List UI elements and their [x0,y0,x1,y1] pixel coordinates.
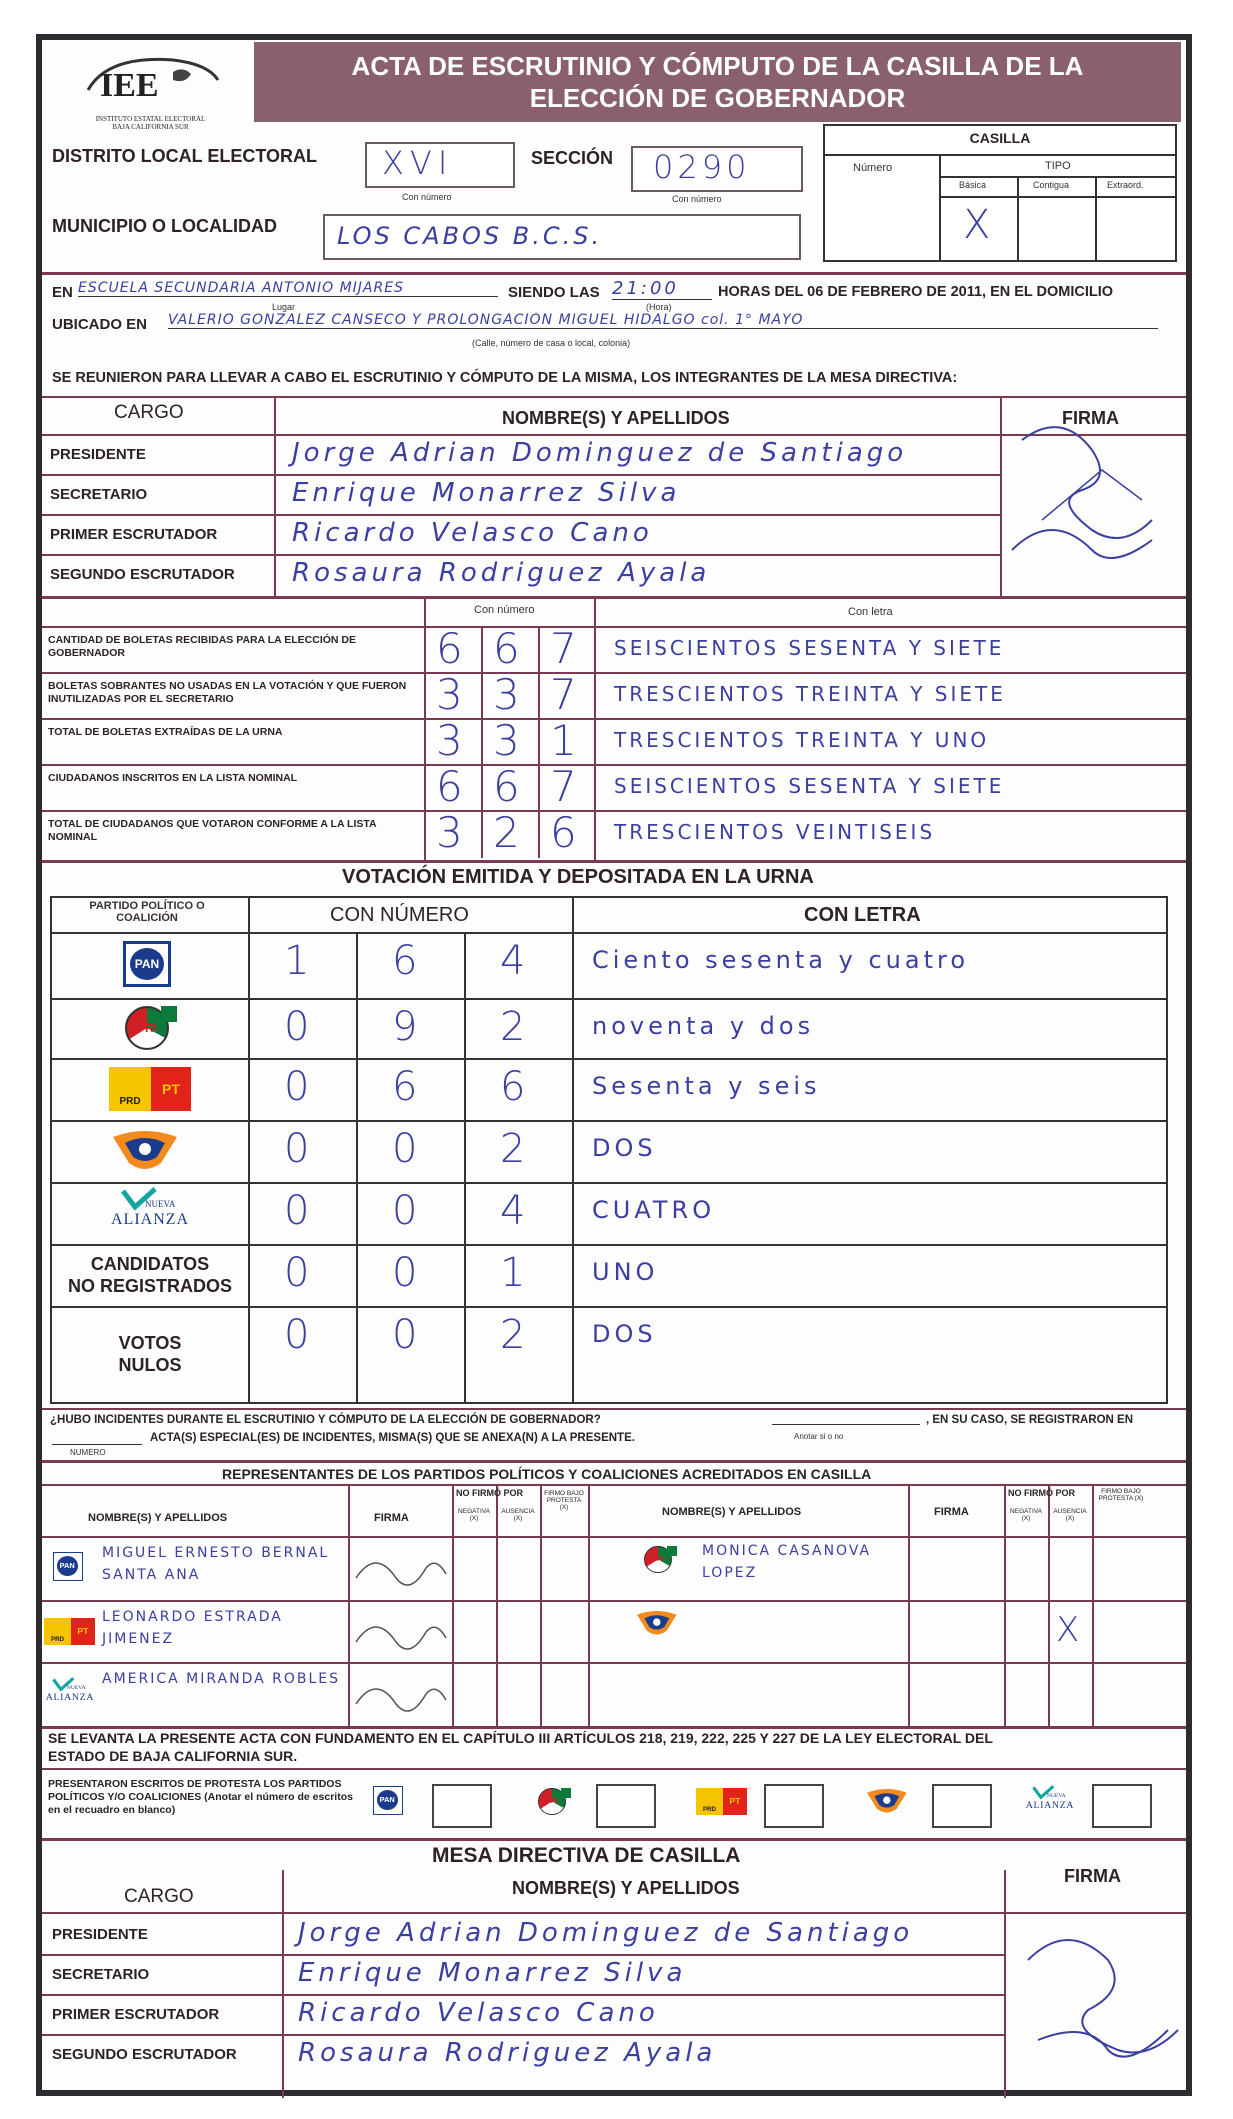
vot-digit: 0 [284,1126,310,1172]
prd-logo: PRD [109,1067,151,1111]
prd-pt-logo [42,1614,98,1649]
logo-subtitle-2: BAJA CALIFORNIA SUR [112,123,189,131]
row-divider [42,474,1000,476]
en-label: EN [52,284,73,301]
digit-divider [481,810,483,858]
en-value: ESCUELA SECUNDARIA ANTONIO MIJARES [78,280,498,297]
col-partido-label: PARTIDO POLÍTICO O COALICIÓN [89,900,205,924]
rep-left-signature [350,1544,450,1594]
boletas-letra: TRESCIENTOS TREINTA Y SIETE [614,682,1006,706]
col-numero-label: CON NÚMERO [330,904,469,926]
digit-divider [356,998,358,1058]
col-divider [496,1486,498,1726]
vot-digit: 2 [500,1126,526,1172]
protesta-count-box[interactable] [432,1784,492,1828]
protesta-count-box[interactable] [1092,1784,1152,1828]
incidentes-question: ¿HUBO INCIDENTES DURANTE EL ESCRUTINIO Y CÓMPUTO DE LA ELECCIÓN DE GOBERNADOR? [50,1414,601,1426]
seccion-value: 0290 [653,148,751,186]
municipio-value: LOS CABOS B.C.S. [337,222,603,250]
incidentes-line2: ACTA(S) ESPECIAL(ES) DE INCIDENTES, MISMA(S) QUE SE ANEXA(N) A LA PRESENTE. [150,1432,635,1444]
nueva-alianza-alianza: ALIANZA [1025,1800,1075,1812]
rep-left-bajo-protesta: FIRMO BAJO PROTESTA (X) [544,1490,584,1511]
rep-left-no-firmo: NO FIRMÓ POR [456,1488,523,1498]
firma-header: FIRMA [1062,408,1119,428]
boletas-label: CIUDADANOS INSCRITOS EN LA LISTA NOMINAL [48,772,298,784]
mesa-bottom-cargo-header: CARGO [124,1886,194,1907]
row-divider [42,764,1186,766]
pan-logo [105,937,195,993]
rep-left-name: MIGUEL ERNESTO BERNAL SANTA ANA [102,1545,330,1583]
vot-digit: 0 [284,1188,310,1234]
digit-divider [464,1244,466,1306]
protesta-count-box[interactable] [932,1784,992,1828]
boletas-digit: 7 [550,624,577,673]
row-divider [42,2034,1004,2036]
casilla-label: CASILLA [969,130,1031,146]
distrito-label: DISTRITO LOCAL ELECTORAL [52,146,318,166]
svg-text:IEE: IEE [100,67,159,104]
digit-divider [464,1120,466,1182]
vot-letra: noventa y dos [592,1012,815,1040]
digit-divider [481,764,483,810]
vot-letra: Sesenta y seis [592,1072,821,1100]
boletas-letra: SEISCIENTOS SESENTA Y SIETE [614,774,1005,798]
rep-left-signature [350,1608,450,1658]
seccion-label: SECCIÓN [531,148,614,168]
boletas-letra: TRESCIENTOS TREINTA Y UNO [614,728,990,752]
pan-logo-text: PAN [377,1790,398,1810]
vot-letra: CUATRO [592,1196,716,1224]
firma-mesa-bottom-signatures [1008,1900,1194,2096]
label-line-2: NO REGISTRADOS [67,1276,232,1296]
vot-digit: 4 [500,938,526,984]
mesa-top-cargo: SECRETARIO [50,486,148,503]
vot-digit: 4 [500,1188,526,1234]
prd-pt-logo [694,1784,750,1819]
basica-mark[interactable]: X [963,202,991,248]
distrito-value: XVI [382,144,454,182]
boletas-digit: 1 [550,716,577,765]
pan-logo-box [53,1552,83,1581]
reunieron-text: SE REUNIERON PARA LLEVAR A CABO EL ESCRUTINIO Y CÓMPUTO DE LA MISMA, LOS INTEGRANTES DE LA MESA DIRECTIVA: [52,370,958,386]
rep-right-ausencia: AUSENCIA (X) [1053,1508,1087,1522]
rep-left-firma-header: FIRMA [374,1512,409,1524]
pt-logo: PT [151,1067,191,1111]
incidentes-answer-line[interactable] [772,1424,920,1425]
convergencia-logo [105,1123,195,1179]
vot-digit: 2 [500,1312,526,1358]
ubicado-value: VALERIO GONZALEZ CANSECO Y PROLONGACIÓN MIGUEL HIDALGO col. 1° MAYO [168,312,1158,329]
row-divider [42,554,1000,556]
vot-letra: UNO [592,1258,659,1286]
digit-divider [356,1058,358,1120]
pri-logo [632,1542,688,1577]
pan-logo [42,1550,98,1585]
boletas-digit: 6 [436,624,463,673]
nueva-alianza-logo [1022,1784,1078,1819]
col-letra-label: CON LETRA [804,904,921,926]
row-divider [42,1954,1004,1956]
label-line-2: NULOS [118,1355,182,1375]
vot-digit: 1 [500,1250,526,1296]
row-divider [42,1536,1186,1538]
prd-logo: PRD [44,1618,70,1645]
nueva-alianza-alianza: ALIANZA [45,1692,95,1704]
pri-logo-text: PRI [644,1546,671,1573]
col-divider [540,1486,542,1726]
boletas-label: TOTAL DE CIUDADANOS QUE VOTARON CONFORME A LA LISTA NOMINAL [48,818,377,843]
candidatos-no-registrados-label [68,1253,232,1297]
boletas-label: CANTIDAD DE BOLETAS RECIBIDAS PARA LA ELECCIÓN DE GOBERNADOR [48,634,357,659]
vot-digit: 0 [392,1188,418,1234]
col-divider [588,1486,590,1726]
boletas-digit: 3 [436,808,463,857]
digit-divider [538,626,540,672]
mesa-bottom-cargo: PRIMER ESCRUTADOR [52,2006,220,2023]
tipo-label: TIPO [1045,160,1071,172]
label-line-1: VOTOS [118,1333,182,1353]
boletas-digit: 7 [550,762,577,811]
mesa-top-cargo: PRESIDENTE [50,446,146,463]
vot-letra: Ciento sesenta y cuatro [592,946,969,974]
mesa-bottom-nombre-header: NOMBRE(S) Y APELLIDOS [512,1878,740,1898]
pan-logo-box [123,941,171,987]
extraord-label: Extraord. [1107,180,1144,190]
firma-mesa-top-signatures [1002,400,1192,596]
boletas-digit: 3 [436,670,463,719]
party-cell [52,1182,248,1244]
incidentes-tail: , EN SU CASO, SE REGISTRARON EN [926,1414,1134,1426]
fundamento-text-2: ESTADO DE BAJA CALIFORNIA SUR. [48,1748,298,1764]
row-divider [42,1662,1186,1664]
party-cell [52,1244,248,1306]
boletas-digit: 6 [493,762,520,811]
boletas-letra: SEISCIENTOS SESENTA Y SIETE [614,636,1005,660]
digit-divider [538,672,540,718]
representantes-title: REPRESENTANTES DE LOS PARTIDOS POLÍTICOS Y COALICIONES ACREDITADOS EN CASILLA [222,1466,872,1482]
boletas-con-numero: Con número [474,604,535,616]
row-divider [42,810,1186,812]
mesa-bottom-nombre: Jorge Adrian Dominguez de Santiago [298,1918,914,1948]
party-cell [52,1306,248,1402]
logo-subtitle-1: INSTITUTO ESTATAL ELECTORAL [95,115,206,123]
rep-left-ausencia: AUSENCIA (X) [501,1508,535,1522]
pri-logo [105,1000,195,1056]
row-divider [42,514,1000,516]
boletas-digit: 3 [493,670,520,719]
rep-left-signature [350,1670,450,1720]
vot-digit: 0 [284,1004,310,1050]
basica-label: Básica [959,180,987,190]
title-line-2: ELECCIÓN DE GOBERNADOR [529,83,906,113]
party-cell [52,932,248,998]
digit-divider [464,998,466,1058]
pt-logo: PT [71,1618,96,1645]
boletas-digit: 3 [436,716,463,765]
rep-right-firma-header: FIRMA [934,1506,969,1518]
pan-logo [362,1784,418,1819]
boletas-label: TOTAL DE BOLETAS EXTRAÍDAS DE LA URNA [48,726,283,738]
party-cell [52,1058,248,1120]
mesa-top-nombre: Jorge Adrian Dominguez de Santiago [292,438,908,468]
nueva-alianza-nueva: NUEVA [66,1684,86,1691]
vot-digit: 0 [284,1250,310,1296]
vot-digit: 9 [392,1004,418,1050]
nueva-alianza-alianza: ALIANZA [111,1211,190,1228]
boletas-digit: 7 [550,670,577,719]
numero-label: Número [853,162,893,174]
pan-logo-text: PAN [57,1556,78,1576]
boletas-digit: 3 [493,716,520,765]
party-cell [52,1120,248,1182]
digit-divider [481,626,483,672]
mesa-bottom-nombre: Enrique Monarrez Silva [298,1958,687,1988]
col-divider [1092,1486,1094,1726]
hora-value: 21:00 [612,278,712,300]
digit-divider [464,1182,466,1244]
digit-divider [538,810,540,858]
lugar-label: Lugar [272,302,296,312]
votacion-title: VOTACIÓN EMITIDA Y DEPOSITADA EN LA URNA [342,866,814,888]
row-divider [42,672,1186,674]
convergencia-logo-icon [105,1123,185,1179]
distrito-field[interactable] [365,142,515,188]
pri-logo-text: PRI [538,1788,565,1815]
rep-right-no-firmo: NO FIRMÓ POR [1008,1488,1075,1498]
acta-document [36,34,1192,2096]
title-banner [254,42,1181,122]
mesa-bottom-nombre: Ricardo Velasco Cano [298,1998,659,2028]
municipio-field[interactable] [323,214,801,260]
pri-logo-mark [161,1006,177,1022]
vot-digit: 6 [392,1064,418,1110]
seccion-hint: Con número [672,194,722,204]
nueva-alianza-logo [42,1676,98,1711]
mesa-top-nombre: Enrique Monarrez Silva [292,478,681,508]
vot-digit: 0 [284,1064,310,1110]
vot-digit: 6 [392,938,418,984]
vot-digit: 1 [284,938,310,984]
digit-divider [356,1244,358,1306]
hora-label: (Hora) [646,302,672,312]
nueva-alianza-logo [105,1185,195,1241]
rep-right-negativa: NEGATIVA (X) [1010,1508,1042,1522]
vot-digit: 0 [392,1312,418,1358]
mesa-top-cargo: PRIMER ESCRUTADOR [50,526,218,543]
digit-divider [356,1182,358,1244]
seccion-field[interactable] [631,146,803,192]
ubicado-hint: (Calle, número de casa o local, colonia) [472,338,631,348]
rep-left-negativa: NEGATIVA (X) [458,1508,490,1522]
rep-right-name: MONICA CASANOVA LOPEZ [702,1543,872,1581]
party-cell [52,998,248,1058]
mesa-bottom-cargo: PRESIDENTE [52,1926,148,1943]
row-divider [42,718,1186,720]
convergencia-logo [632,1606,688,1641]
pan-logo-box [373,1786,403,1815]
protesta-count-box[interactable] [764,1784,824,1828]
ieebcs-logo-icon [78,50,223,110]
ubicado-label: UBICADO EN [52,316,148,333]
vot-digit: 0 [392,1250,418,1296]
pri-logo-text: PRI [125,1006,169,1050]
nueva-alianza-nueva: NUEVA [1046,1792,1066,1799]
distrito-hint: Con número [402,192,452,202]
mesa-bottom-title: MESA DIRECTIVA DE CASILLA [432,1844,741,1867]
mesa-bottom-firma-header: FIRMA [1064,1866,1121,1886]
digit-divider [538,718,540,764]
vot-digit: 0 [284,1312,310,1358]
fecha-text: HORAS DEL 06 DE FEBRERO DE 2011, EN EL DOMICILIO [718,284,1114,300]
title-line-1: ACTA DE ESCRUTINIO Y CÓMPUTO DE LA CASILLA DE LA [351,51,1084,81]
mesa-bottom-cargo: SECRETARIO [52,1966,150,1983]
boletas-digit: 2 [493,808,520,857]
rep-left-nombre-header: NOMBRE(S) Y APELLIDOS [88,1512,228,1524]
cargo-header: CARGO [114,402,184,423]
digit-divider [356,932,358,998]
digit-divider [464,1058,466,1120]
convergencia-logo-icon [862,1784,912,1819]
pri-logo-mark [667,1546,677,1556]
pri-logo [526,1784,582,1819]
boletas-digit: 6 [550,808,577,857]
col-divider [1004,1486,1006,1726]
pt-logo: PT [723,1788,748,1815]
boletas-con-letra: Con letra [848,606,893,618]
incidentes-anotar: Anotar si o no [794,1432,844,1441]
digit-divider [464,1306,466,1402]
nombre-header: NOMBRE(S) Y APELLIDOS [502,408,730,428]
vot-digit: 0 [392,1126,418,1172]
rep-left-name: LEONARDO ESTRADA JIMENEZ [102,1609,283,1647]
mesa-bottom-nombre: Rosaura Rodriguez Ayala [298,2038,717,2068]
ieebcs-logo [78,50,223,132]
rep-left-name: AMERICA MIRANDA ROBLES [102,1671,341,1687]
col-divider [452,1486,454,1726]
vot-digit: 6 [500,1064,526,1110]
casilla-box [823,124,1177,262]
incidentes-numero: NUMERO [70,1448,106,1457]
boletas-digit: 6 [436,762,463,811]
col-divider [908,1486,910,1726]
convergencia-logo [862,1784,918,1819]
boletas-letra: TRESCIENTOS VEINTISEIS [614,820,936,844]
digit-divider [464,932,466,998]
mesa-bottom-cargo: SEGUNDO ESCRUTADOR [52,2046,237,2063]
mesa-top-nombre: Ricardo Velasco Cano [292,518,653,548]
incidentes-numero-line[interactable] [52,1444,142,1445]
digit-divider [481,718,483,764]
vot-digit: 2 [500,1004,526,1050]
prd-pt-logo [105,1061,195,1117]
rep-right-ausencia-mark[interactable]: X [1056,1610,1080,1650]
row-divider [42,1600,1186,1602]
digit-divider [538,764,540,810]
label-line-1: CANDIDATOS [90,1254,210,1274]
nueva-alianza-nueva: NUEVA [145,1199,176,1209]
vot-letra: DOS [592,1320,657,1348]
convergencia-logo-icon [632,1606,682,1641]
contigua-label: Contigua [1033,180,1070,190]
digit-divider [356,1306,358,1402]
mesa-top-cargo: SEGUNDO ESCRUTADOR [50,566,235,583]
protesta-text: PRESENTARON ESCRITOS DE PROTESTA LOS PARTIDOS POLÍTICOS Y/O COALICIONES (Anotar el número de escritos en el recuadro en blanco) [48,1778,353,1816]
row-divider [42,626,1186,628]
prd-logo: PRD [696,1788,722,1815]
col-divider [1048,1486,1050,1726]
rep-right-nombre-header: NOMBRE(S) Y APELLIDOS [662,1506,802,1518]
vot-letra: DOS [592,1134,657,1162]
votos-nulos-label [119,1332,182,1376]
pri-logo-mark [561,1788,571,1798]
protesta-count-box[interactable] [596,1784,656,1828]
mesa-top-nombre: Rosaura Rodriguez Ayala [292,558,711,588]
votacion-table [50,896,1168,1404]
rep-right-bajo-protesta: FIRMO BAJO PROTESTA (X) [1098,1488,1144,1502]
boletas-label: BOLETAS SOBRANTES NO USADAS EN LA VOTACIÓN Y QUE FUERON INUTILIZADAS POR EL SECRETARIO [48,680,407,705]
digit-divider [481,672,483,718]
fundamento-text-1: SE LEVANTA LA PRESENTE ACTA CON FUNDAMENTO EN EL CAPÍTULO III ARTÍCULOS 218, 219, 222, 225 Y 227 DE LA LEY ELECTORAL DEL [48,1730,993,1746]
siendo-label: SIENDO LAS [508,284,600,301]
digit-divider [356,1120,358,1182]
pan-logo-text: PAN [130,948,164,980]
municipio-label: MUNICIPIO O LOCALIDAD [52,216,277,236]
boletas-digit: 6 [493,624,520,673]
row-divider [42,1994,1004,1996]
